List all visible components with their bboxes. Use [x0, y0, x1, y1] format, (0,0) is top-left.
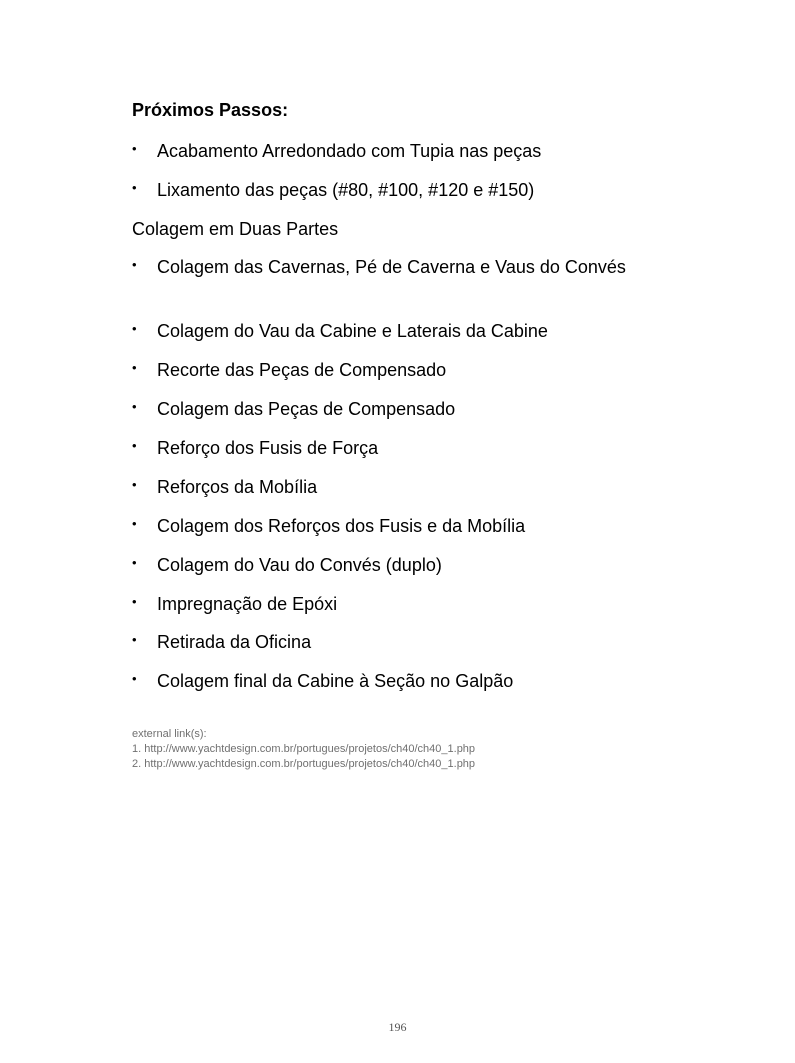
page-number: 196: [388, 1020, 407, 1034]
list-item-text: Acabamento Arredondado com Tupia nas peças: [157, 141, 542, 161]
subheading: Colagem em Duas Partes: [132, 219, 339, 239]
list-item-text: Colagem do Vau da Cabine e Laterais da Cabine: [157, 321, 548, 341]
list-item-text: Colagem dos Reforços dos Fusis e da Mobília: [157, 516, 526, 536]
list-item: [132, 255, 663, 305]
list-item-text: Colagem final da Cabine à Seção no Galpão: [157, 671, 514, 691]
section-heading: Próximos Passos:: [132, 100, 289, 120]
bullet-icon: •: [132, 399, 137, 414]
bullet-icon: •: [132, 141, 137, 156]
bullet-icon: •: [132, 555, 137, 570]
bullet-icon: •: [132, 180, 137, 195]
list-item-text: Colagem das Cavernas, Pé de Caverna e Vaus do Convés: [157, 257, 626, 277]
list-item-text: Reforço dos Fusis de Força: [157, 438, 379, 458]
bullet-icon: •: [132, 477, 137, 492]
bullet-icon: •: [132, 632, 137, 647]
bullet-icon: •: [132, 516, 137, 531]
bullet-icon: •: [132, 594, 137, 609]
bullet-icon: •: [132, 321, 137, 336]
external-link[interactable]: 1. http://www.yachtdesign.com.br/portugues/projetos/ch40/ch40_1.php: [132, 743, 476, 755]
list-item-text: Colagem das Peças de Compensado: [157, 399, 456, 419]
list-item-text: Colagem do Vau do Convés (duplo): [157, 555, 442, 575]
external-links: [132, 727, 475, 772]
external-links-label: external link(s):: [132, 728, 207, 740]
bullet-icon: •: [132, 438, 137, 453]
list-item-text: Lixamento das peças (#80, #100, #120 e #150): [157, 180, 535, 200]
bullet-icon: •: [132, 671, 137, 686]
bullet-icon: •: [132, 257, 137, 272]
list-item-text: Retirada da Oficina: [157, 632, 312, 652]
external-link[interactable]: 2. http://www.yachtdesign.com.br/portugues/projetos/ch40/ch40_1.php: [132, 758, 476, 770]
list-item-text: Recorte das Peças de Compensado: [157, 360, 447, 380]
list-item-text: Impregnação de Epóxi: [157, 594, 338, 614]
bullet-icon: •: [132, 360, 137, 375]
list-item-text: Reforços da Mobília: [157, 477, 318, 497]
